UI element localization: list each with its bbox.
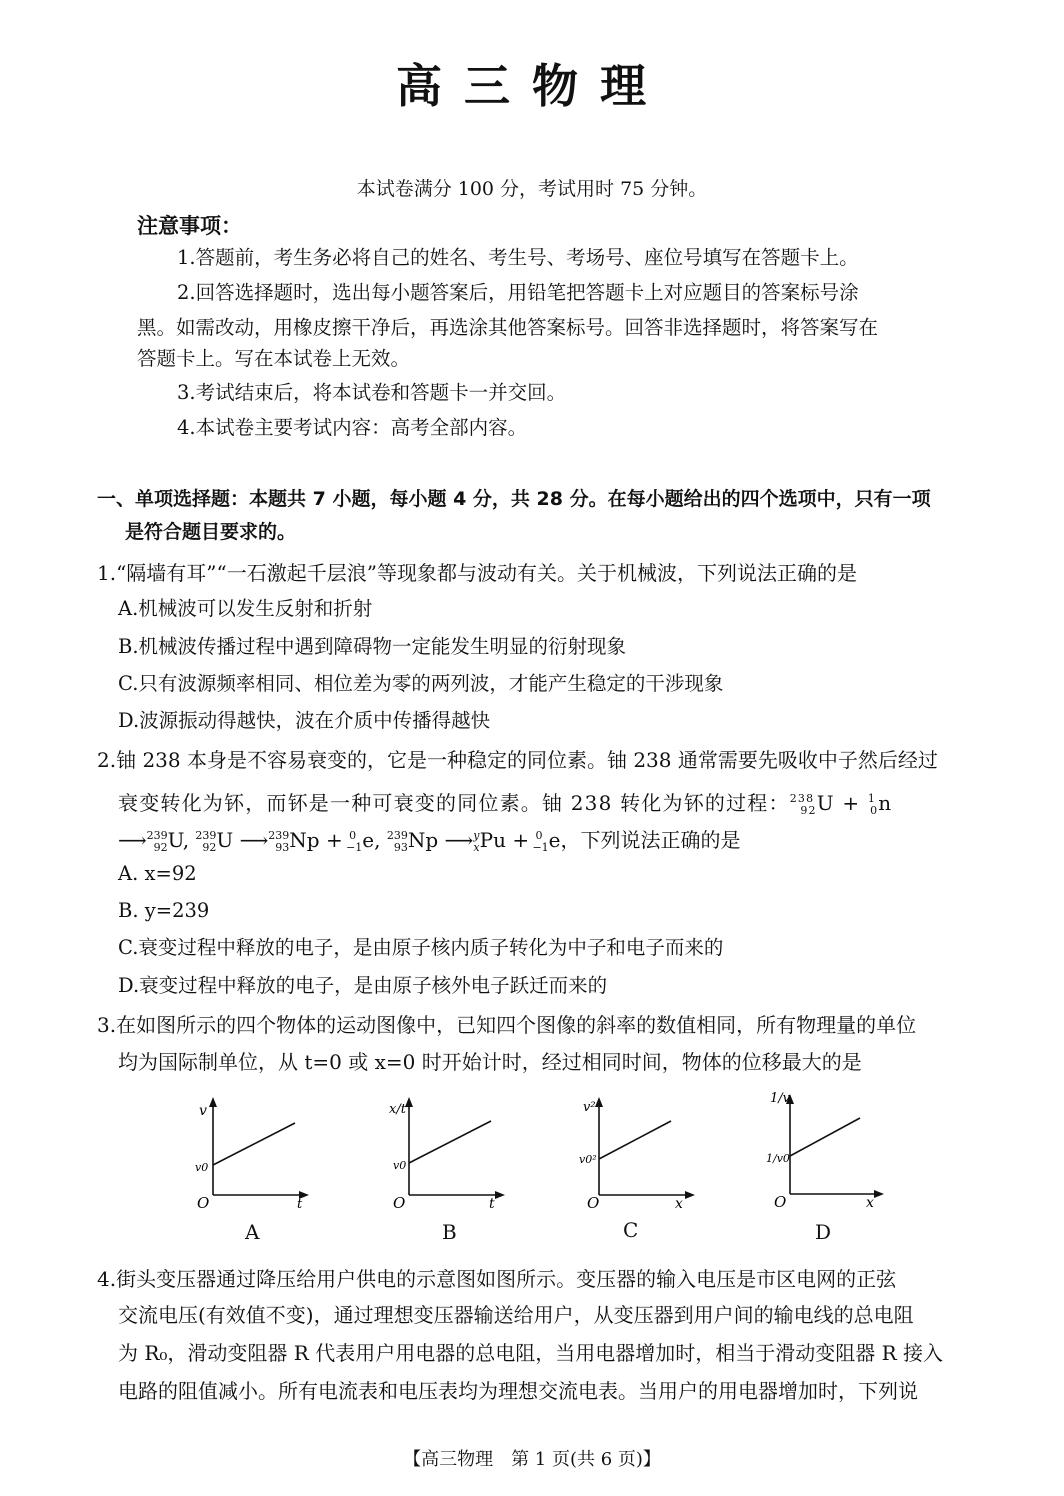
graph-b-xlabel: t xyxy=(489,1196,495,1212)
question-4-stem-cont: 电路的阻值减小。所有电流表和电压表均为理想交流电表。当用户的用电器增加时，下列说 xyxy=(118,1379,918,1403)
q1-option-a: A.机械波可以发生反射和折射 xyxy=(118,597,373,620)
notice-heading: 注意事项： xyxy=(137,214,242,238)
graph-c-caption: C xyxy=(623,1218,639,1242)
nuclear-equations xyxy=(118,822,741,862)
section-heading: 一、单项选择题：本题共 7 小题，每小题 4 分，共 28 分。在每小题给出的四个选项中，只有一项 xyxy=(97,488,931,510)
graph-a-ylabel: v xyxy=(199,1103,207,1119)
nuclear-equation-2: ⟶$^{239}_{92}$U, $^{239}_{92}$U ⟶$^{239}_{93}$Np + $^0_{-1}$e, $^{239}_{93}$Np ⟶$^y_x$Pu + $^0_{-1}$e xyxy=(118,828,561,854)
graph-d-line xyxy=(790,1118,860,1156)
graph-d-xlabel: x xyxy=(866,1195,874,1211)
question-4-stem: 4.街头变压器通过降压给用户供电的示意图如图所示。变压器的输入电压是市区电网的正弦 xyxy=(97,1267,897,1291)
graph-a-caption: A xyxy=(245,1220,260,1244)
graph-b-ylabel: x/t xyxy=(389,1102,406,1117)
graph-c-line xyxy=(599,1121,671,1159)
graph-a-y-arrow xyxy=(209,1097,217,1107)
notice-item: 4.本试卷主要考试内容：高考全部内容。 xyxy=(177,416,528,439)
graph-c-intercept: v0² xyxy=(579,1153,597,1166)
q2-option-b: B. y=239 xyxy=(118,899,210,922)
page-footer: 【高三物理 第 1 页(共 6 页)】 xyxy=(403,1449,661,1470)
graph-d-origin: O xyxy=(774,1193,787,1211)
question-2-stem-tail: ，下列说法正确的是 xyxy=(560,828,741,852)
notice-item: 答题卡上。写在本试卷上无效。 xyxy=(137,347,411,370)
graph-a-origin: O xyxy=(197,1194,210,1212)
question-4-stem-cont: 交流电压(有效值不变)，通过理想变压器输送给用户，从变压器到用户间的输电线的总电阻 xyxy=(118,1303,914,1327)
graph-d-intercept: 1/v0 xyxy=(766,1152,790,1165)
q2-option-a: A. x=92 xyxy=(118,862,197,885)
question-3-stem: 3.在如图所示的四个物体的运动图像中，已知四个图像的斜率的数值相同，所有物理量的单位 xyxy=(97,1013,917,1037)
graph-c xyxy=(575,1095,705,1215)
q1-option-d: D.波源振动得越快，波在介质中传播得越快 xyxy=(118,709,491,732)
q2-option-c: C.衰变过程中释放的电子，是由原子核内质子转化为中子和电子而来的 xyxy=(118,936,724,959)
section-heading-cont: 是符合题目要求的。 xyxy=(125,521,297,543)
exam-info: 本试卷满分 100 分，考试用时 75 分钟。 xyxy=(356,178,708,200)
graph-c-x-arrow xyxy=(685,1191,695,1199)
graph-b-origin: O xyxy=(393,1194,406,1212)
graph-b-caption: B xyxy=(442,1220,457,1244)
graph-a-line xyxy=(213,1123,295,1165)
question-2-stem-text: 衰变转化为钚，而钚是一种可衰变的同位素。铀 238 转化为钚的过程： xyxy=(118,791,790,815)
graph-b-y-arrow xyxy=(405,1097,413,1107)
graph-c-y-arrow xyxy=(595,1097,603,1107)
question-2-stem: 2.铀 238 本身是不容易衰变的，它是一种稳定的同位素。铀 238 通常需要先吸收中子然后经过 xyxy=(97,748,938,772)
nuclear-equation-1: $^{238}_{92}$U + $^1_0$n xyxy=(789,791,893,817)
question-2-stem-cont xyxy=(118,785,892,825)
graph-d xyxy=(760,1082,890,1214)
graph-d-ylabel: 1/v xyxy=(770,1091,790,1106)
notice-item: 黑。如需改动，用橡皮擦干净后，再选涂其他答案标号。回答非选择题时，将答案写在 xyxy=(137,316,879,339)
notice-item: 1.答题前，考生务必将自己的姓名、考生号、考场号、座位号填写在答题卡上。 xyxy=(177,246,859,269)
question-1-stem: 1.“隔墙有耳”“一石激起千层浪”等现象都与波动有关。关于机械波，下列说法正确的是 xyxy=(97,561,857,585)
graph-b-line xyxy=(409,1121,491,1163)
graph-b-x-arrow xyxy=(495,1191,505,1199)
question-3-stem-cont: 均为国际制单位，从 t=0 或 x=0 时开始计时，经过相同时间，物体的位移最大的是 xyxy=(118,1050,862,1074)
page-title: 高三物理 xyxy=(396,59,668,113)
graph-a-intercept: v0 xyxy=(195,1161,209,1174)
graph-c-ylabel: v² xyxy=(583,1100,596,1115)
q1-option-b: B.机械波传播过程中遇到障碍物一定能发生明显的衍射现象 xyxy=(118,635,627,658)
q1-option-c: C.只有波源频率相同、相位差为零的两列波，才能产生稳定的干涉现象 xyxy=(118,672,724,695)
graph-b xyxy=(385,1095,515,1215)
notice-item: 2.回答选择题时，选出每小题答案后，用铅笔把答题卡上对应题目的答案标号涂 xyxy=(177,281,859,304)
question-4-stem-cont: 为 R₀，滑动变阻器 R 代表用户用电器的总电阻，当用电器增加时，相当于滑动变阻器 R 接入 xyxy=(118,1341,943,1365)
graph-c-origin: O xyxy=(587,1194,600,1212)
graph-a xyxy=(185,1095,315,1215)
graph-d-x-arrow xyxy=(874,1190,884,1198)
notice-item: 3.考试结束后，将本试卷和答题卡一并交回。 xyxy=(177,381,567,404)
graph-b-intercept: v0 xyxy=(393,1159,407,1172)
graph-d-caption: D xyxy=(815,1220,832,1244)
graph-c-xlabel: x xyxy=(675,1196,683,1212)
graph-a-xlabel: t xyxy=(297,1197,303,1212)
q2-option-d: D.衰变过程中释放的电子，是由原子核外电子跃迁而来的 xyxy=(118,974,608,997)
